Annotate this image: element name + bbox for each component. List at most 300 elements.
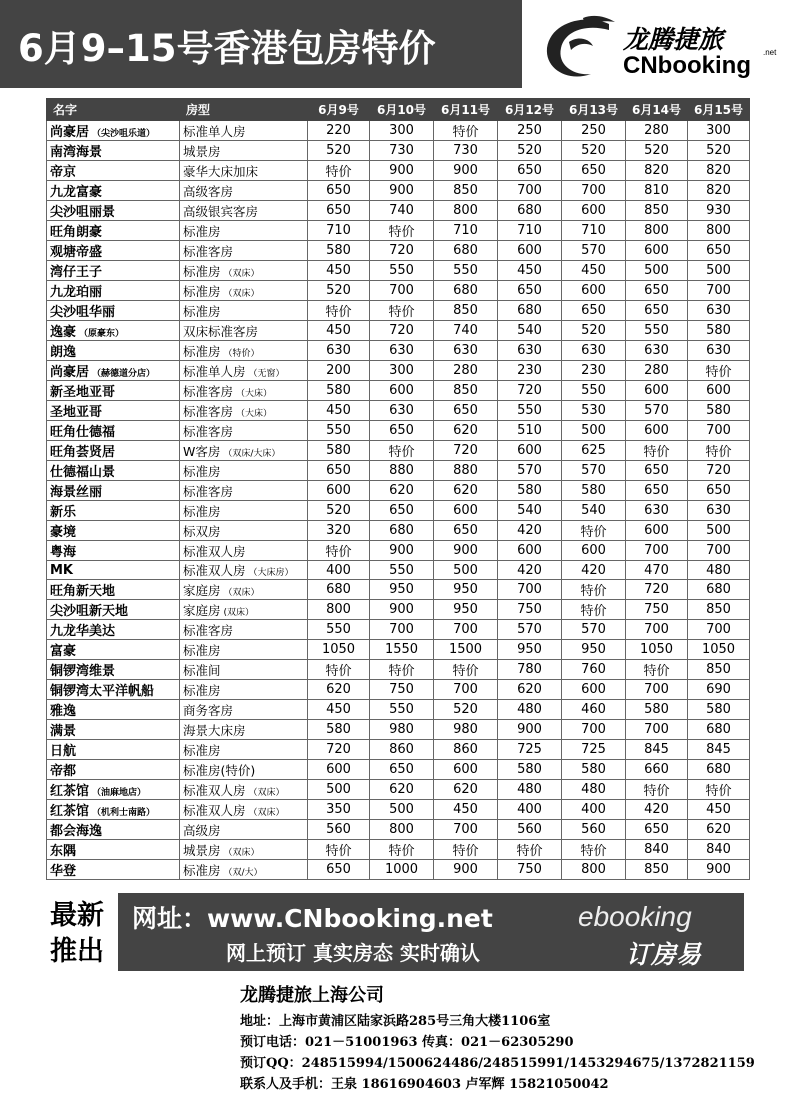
ebooking-logo-text: ebooking [578,901,692,932]
price-cell: 230 [562,361,626,381]
price-cell: 630 [688,341,750,361]
room-type-cell [180,261,308,281]
table-row [47,800,750,820]
company-info [240,981,755,1095]
room-type: 豪华大床加床 [183,163,259,179]
hotel-name: 日航 [50,744,77,759]
price-cell: 600 [498,541,562,561]
price-cell: 950 [434,600,498,620]
price-cell: 725 [498,740,562,760]
price-cell: 300 [688,121,750,141]
price-cell: 450 [308,261,370,281]
price-cell: 200 [308,361,370,381]
hotel-name: MK [50,562,74,578]
hotel-name: 帝京 [50,165,77,180]
price-cell: 660 [626,760,688,780]
price-cell: 740 [434,321,498,341]
price-cell: 820 [688,161,750,181]
room-type: 标准客房 [183,243,234,259]
room-type: 标准双人房 [183,802,246,818]
price-cell: 700 [688,421,750,441]
price-cell: 750 [498,860,562,880]
price-cell: 720 [370,241,434,261]
room-type: 双床标准客房 [183,323,259,339]
price-cell: 500 [688,521,750,541]
price-cell: 700 [688,281,750,301]
price-cell: 550 [370,700,434,720]
room-type-cell [180,461,308,481]
table-body [47,121,750,880]
price-cell: 特价 [626,660,688,680]
price-cell: 900 [434,860,498,880]
price-cell: 690 [688,680,750,700]
price-cell: 650 [370,501,434,521]
hotel-name-cell [47,660,180,680]
hotel-name-cell [47,860,180,880]
price-cell: 500 [434,561,498,580]
price-cell: 450 [688,800,750,820]
hotel-name-cell [47,421,180,441]
price-cell: 840 [626,840,688,860]
price-cell: 680 [370,521,434,541]
price-cell: 630 [626,341,688,361]
hotel-name-cell [47,381,180,401]
price-cell: 600 [626,421,688,441]
room-type: 标准房 [183,343,221,359]
hotel-name-cell [47,800,180,820]
room-type: W客房 [183,443,221,459]
price-cell: 540 [498,501,562,521]
table-row [47,620,750,640]
hotel-name-cell [47,561,180,580]
hotel-name-cell [47,241,180,261]
hotel-name-cell [47,301,180,321]
price-cell: 600 [688,381,750,401]
price-cell: 350 [308,800,370,820]
room-type: 城景房 [183,143,221,159]
price-cell: 840 [688,840,750,860]
hotel-name-cell [47,640,180,660]
price-cell: 580 [562,760,626,780]
table-row [47,700,750,720]
price-cell: 720 [626,580,688,600]
price-cell: 980 [434,720,498,740]
price-cell: 620 [434,780,498,800]
room-type: 标准客房 [183,622,234,638]
room-type: 标准房 [183,303,221,319]
promo-slogan: 网上预订 真实房态 实时确认 [226,941,480,965]
hotel-name: 逸豪 [50,325,77,340]
price-cell: 特价 [370,301,434,321]
hotel-name-cell [47,780,180,800]
price-cell: 630 [308,341,370,361]
hotel-name-cell [47,720,180,740]
table-row [47,580,750,600]
price-cell: 580 [498,760,562,780]
price-cell: 480 [498,780,562,800]
room-type-note: （双床） [223,268,260,279]
hotel-name-cell [47,341,180,361]
price-cell: 650 [308,201,370,221]
room-type-note: （双床） [248,787,285,798]
table-row [47,381,750,401]
hotel-name: 旺角荟贤居 [50,445,116,460]
price-cell: 220 [308,121,370,141]
room-type-cell [180,141,308,161]
table-row [47,401,750,421]
price-cell: 650 [498,161,562,181]
price-cell: 550 [498,401,562,421]
room-type-cell [180,600,308,620]
price-cell: 500 [626,261,688,281]
hotel-name-cell [47,820,180,840]
price-cell: 650 [498,281,562,301]
hotel-name-cell [47,161,180,181]
price-cell: 750 [370,680,434,700]
room-type-cell [180,720,308,740]
price-cell: 特价 [434,121,498,141]
price-cell: 480 [498,700,562,720]
price-cell: 500 [688,261,750,281]
hotel-name: 旺角仕德福 [50,425,116,440]
price-cell: 800 [370,820,434,840]
price-cell: 730 [434,141,498,161]
price-cell: 650 [434,401,498,421]
price-cell: 570 [562,620,626,640]
price-cell: 特价 [562,580,626,600]
room-type: 标准房 [183,223,221,239]
room-type-cell [180,421,308,441]
table-row [47,720,750,740]
room-type-cell [180,221,308,241]
hotel-branch-note: （油麻地店） [92,788,147,798]
room-type-cell [180,660,308,680]
company-contact: 联系人及手机：王泉 18616904603 卢军辉 15821050042 [240,1077,609,1092]
price-cell: 680 [688,760,750,780]
price-cell: 250 [562,121,626,141]
price-cell: 620 [434,421,498,441]
price-cell: 650 [688,241,750,261]
price-cell: 680 [434,281,498,301]
company-address: 地址：上海市黄浦区陆家浜路285号三角大楼1106室 [240,1014,551,1029]
price-cell: 720 [434,441,498,461]
price-cell: 680 [498,301,562,321]
price-cell: 420 [498,521,562,541]
price-cell: 900 [370,161,434,181]
col-header: 6月15号 [688,99,750,121]
table-row [47,760,750,780]
price-cell: 特价 [562,521,626,541]
price-cell: 特价 [308,840,370,860]
price-cell: 630 [688,301,750,321]
room-type-note: （双床） [223,587,260,598]
price-cell: 600 [562,680,626,700]
hotel-name: 海景丝丽 [50,485,103,500]
table-row [47,600,750,620]
price-cell: 特价 [308,301,370,321]
price-cell: 520 [626,141,688,161]
hotel-name: 雅逸 [50,704,77,719]
price-cell: 570 [562,461,626,481]
price-cell: 600 [370,381,434,401]
room-type-cell [180,441,308,461]
price-cell: 800 [308,600,370,620]
hotel-name-cell [47,680,180,700]
room-type-note: （无窗） [248,368,285,379]
room-type: 标准间 [183,662,221,678]
hotel-name: 南湾海景 [50,145,103,160]
table-row [47,640,750,660]
price-cell: 600 [308,481,370,501]
table-row [47,421,750,441]
company-qq: 预订QQ：248515994/1500624486/248515991/1453294675/1372821159 [240,1056,755,1071]
price-cell: 700 [370,620,434,640]
price-cell: 650 [626,481,688,501]
price-cell: 860 [434,740,498,760]
price-cell: 550 [370,261,434,281]
cnbooking-logo [535,8,795,86]
price-cell: 400 [562,800,626,820]
room-type: 标双房 [183,523,221,539]
price-cell: 1050 [308,640,370,660]
table-row [47,141,750,161]
price-cell: 250 [498,121,562,141]
price-cell: 1050 [626,640,688,660]
price-cell: 600 [562,201,626,221]
table-row [47,201,750,221]
room-type-cell [180,201,308,221]
table-row [47,121,750,141]
room-type-cell [180,321,308,341]
col-header: 6月12号 [498,99,562,121]
hotel-name: 红茶馆 [50,784,90,799]
price-cell: 特价 [688,361,750,381]
hotel-name: 仕德福山景 [50,465,116,480]
price-cell: 280 [626,361,688,381]
price-cell: 600 [626,241,688,261]
price-cell: 900 [370,600,434,620]
price-cell: 600 [498,441,562,461]
hotel-name: 旺角朗豪 [50,225,103,240]
price-cell: 850 [688,660,750,680]
price-cell: 700 [498,181,562,201]
price-cell: 700 [370,281,434,301]
ebooking-chinese-text: 订房易 [626,940,702,969]
room-type-note: （大床） [236,388,273,399]
hotel-name-cell [47,441,180,461]
room-type-cell [180,561,308,580]
room-type: 标准房 [183,742,221,758]
room-type-cell [180,700,308,720]
price-cell: 630 [370,401,434,421]
price-cell: 760 [562,660,626,680]
table-row [47,780,750,800]
price-cell: 650 [308,461,370,481]
website-url: 网址：www.CNbooking.net [132,904,493,933]
price-cell: 570 [498,461,562,481]
price-cell: 850 [688,600,750,620]
price-cell: 900 [434,541,498,561]
hotel-name: 铜锣湾维景 [50,664,116,679]
price-cell: 600 [562,541,626,561]
table-row [47,521,750,541]
price-cell: 特价 [498,840,562,860]
hotel-name-cell [47,580,180,600]
price-cell: 700 [626,620,688,640]
hotel-name: 尖沙咀华丽 [50,305,116,320]
price-cell: 700 [688,541,750,561]
table-row [47,740,750,760]
table-row [47,221,750,241]
price-cell: 520 [308,141,370,161]
price-cell: 600 [308,760,370,780]
room-type-cell [180,860,308,880]
table-row [47,301,750,321]
hotel-name-cell [47,740,180,760]
price-cell: 800 [626,221,688,241]
price-cell: 680 [434,241,498,261]
price-cell: 480 [688,561,750,580]
table-row [47,161,750,181]
price-cell: 570 [562,241,626,261]
room-type-cell [180,620,308,640]
price-cell: 700 [562,720,626,740]
price-cell: 650 [688,481,750,501]
room-type: 标准双人房 [183,563,246,578]
price-cell: 950 [562,640,626,660]
price-cell: 540 [498,321,562,341]
price-cell: 570 [498,620,562,640]
room-type: 家庭房 [183,582,221,598]
price-cell: 520 [562,321,626,341]
price-cell: 850 [626,201,688,221]
room-type: 标准房 [183,503,221,519]
price-cell: 460 [562,700,626,720]
price-cell: 540 [562,501,626,521]
company-name: 龙腾捷旅上海公司 [240,985,384,1006]
price-cell: 520 [688,141,750,161]
price-cell: 650 [626,301,688,321]
price-cell: 700 [562,181,626,201]
room-type: 城景房 [183,842,221,858]
price-cell: 520 [308,501,370,521]
price-cell: 450 [498,261,562,281]
price-cell: 520 [498,141,562,161]
table-row [47,321,750,341]
price-cell: 710 [308,221,370,241]
price-cell: 600 [626,521,688,541]
price-cell: 580 [308,381,370,401]
hotel-name-cell [47,261,180,281]
price-cell: 550 [434,261,498,281]
price-cell: 860 [370,740,434,760]
hotel-name: 尖沙咀丽景 [50,205,116,220]
col-header: 6月10号 [370,99,434,121]
price-cell: 730 [370,141,434,161]
table-row [47,501,750,521]
hotel-name-cell [47,361,180,381]
hotel-name: 富豪 [50,644,77,659]
table-row [47,241,750,261]
room-type: 高级客房 [183,183,234,199]
price-cell: 700 [434,680,498,700]
hotel-name: 都会海逸 [50,824,103,839]
price-cell: 580 [308,241,370,261]
price-cell: 625 [562,441,626,461]
new-launch-label [40,898,114,970]
price-cell: 600 [562,281,626,301]
price-cell: 580 [308,720,370,740]
room-type-note: （特价） [223,348,260,359]
hotel-name: 尖沙咀新天地 [50,604,129,619]
room-type: 标准房 [183,263,221,279]
price-cell: 800 [562,860,626,880]
price-cell: 1000 [370,860,434,880]
col-header: 6月11号 [434,99,498,121]
room-type-note: （大床） [236,408,273,419]
room-type-cell [180,161,308,181]
room-type-cell [180,541,308,561]
room-type-cell [180,840,308,860]
room-type: 标准房 [183,682,221,698]
room-type: 标准客房 [183,383,234,399]
hotel-name: 新乐 [50,505,77,520]
hotel-name-cell [47,121,180,141]
hotel-name-cell [47,541,180,561]
price-cell: 320 [308,521,370,541]
hotel-branch-note: （尖沙咀乐道） [92,129,156,139]
price-cell: 520 [562,141,626,161]
hotel-branch-note: （赫德道分店） [92,369,156,379]
price-cell: 850 [626,860,688,880]
hotel-name: 九龙富豪 [50,185,103,200]
price-cell: 630 [434,341,498,361]
page-header [0,0,522,88]
price-cell: 600 [434,501,498,521]
price-cell: 620 [498,680,562,700]
hotel-branch-note: （原豪东） [79,329,125,339]
room-type-cell [180,820,308,840]
price-cell: 900 [688,860,750,880]
price-cell: 特价 [562,600,626,620]
price-cell: 620 [688,820,750,840]
price-cell: 470 [626,561,688,580]
room-type-cell [180,640,308,660]
price-cell: 520 [434,700,498,720]
room-type-cell [180,481,308,501]
price-cell: 880 [370,461,434,481]
hotel-name: 九龙华美达 [50,624,116,639]
table-row [47,481,750,501]
price-cell: 600 [498,241,562,261]
price-cell: 650 [626,281,688,301]
room-type-cell [180,580,308,600]
price-cell: 930 [688,201,750,221]
price-cell: 500 [370,800,434,820]
room-type: 标准房 [183,463,221,479]
hotel-name: 朗逸 [50,345,77,360]
price-cell: 450 [308,700,370,720]
company-phone: 预订电话：021－51001963 传真：021－62305290 [240,1035,574,1050]
room-type-cell [180,740,308,760]
table-row [47,281,750,301]
room-type-cell [180,341,308,361]
price-cell: 950 [434,580,498,600]
price-cell: 710 [434,221,498,241]
room-type: 高级银宾客房 [183,203,259,219]
price-cell: 700 [498,580,562,600]
hotel-name: 豪境 [50,525,77,540]
